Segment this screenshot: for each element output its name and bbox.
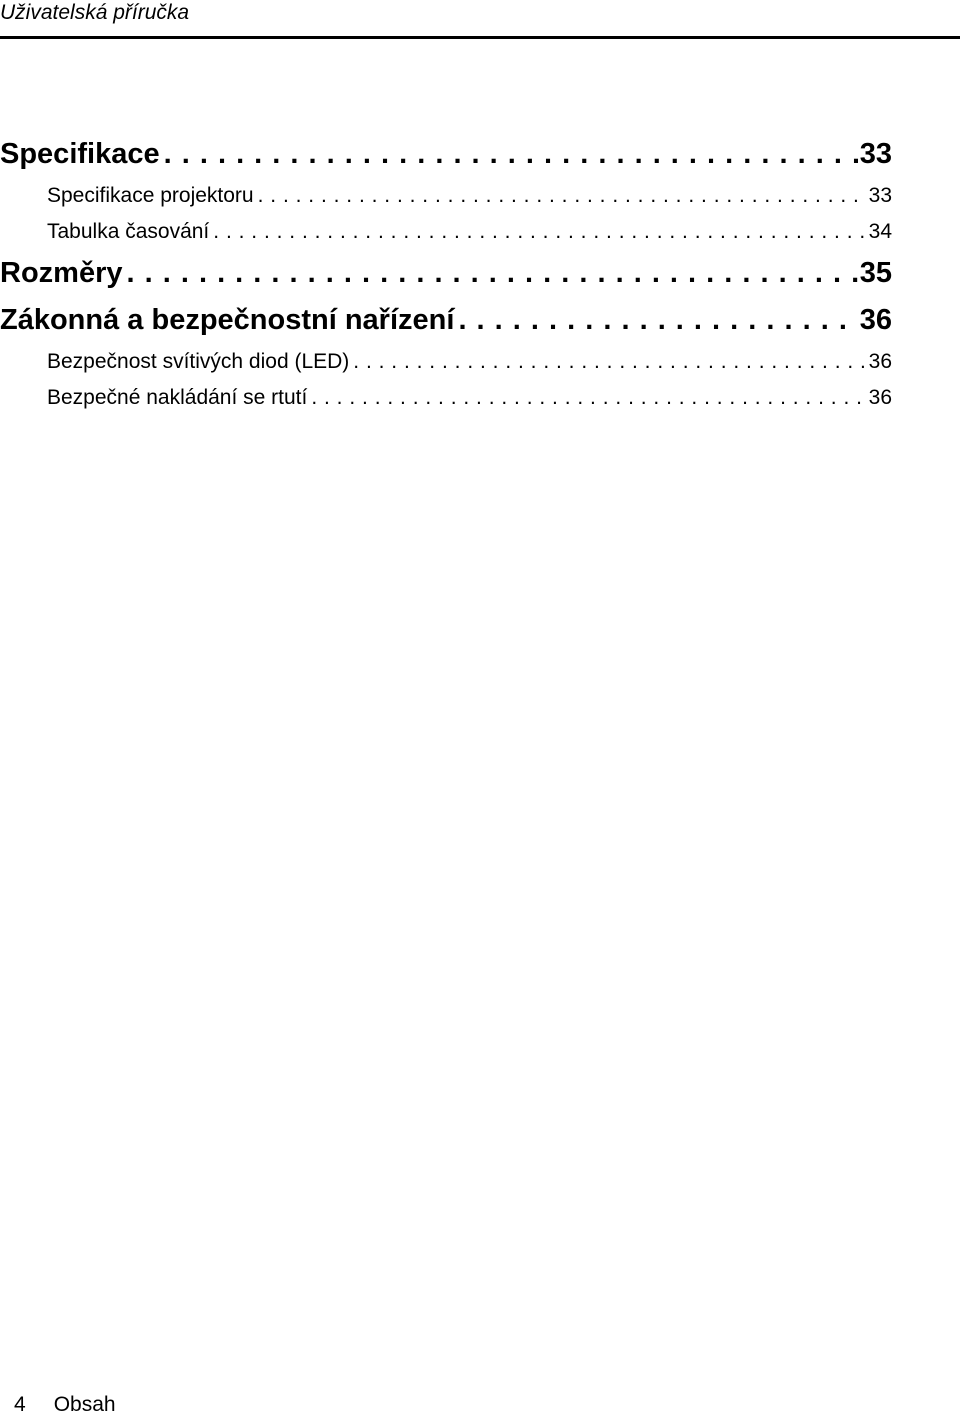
toc-entry-bezpecnost-led[interactable] (0, 347, 892, 383)
dot-leader (311, 383, 866, 413)
toc-entry-page: 35 (859, 257, 892, 289)
toc-entry-rozmery[interactable] (0, 253, 892, 300)
toc-entry-page: 36 (859, 304, 892, 336)
toc-entry-title: Bezpečnost svítivých diod (LED) (47, 350, 350, 373)
toc-entry-specifikace[interactable] (0, 134, 892, 181)
toc-entry-title: Tabulka časování (47, 220, 210, 243)
toc-entry-specifikace-projektoru[interactable] (0, 181, 892, 217)
dot-leader (258, 181, 867, 211)
toc-entry-page: 33 (859, 138, 892, 170)
dot-leader (213, 217, 866, 247)
running-header: Uživatelská příručka (0, 1, 190, 24)
toc-entry-nakladani-se-rtuti[interactable] (0, 383, 892, 419)
toc-entry-title: Rozměry (0, 257, 123, 289)
page-footer (14, 1392, 116, 1418)
toc-entry-title: Specifikace projektoru (47, 184, 254, 207)
table-of-contents (0, 134, 892, 419)
toc-entry-page: 36 (868, 350, 892, 373)
dot-leader (164, 134, 858, 174)
dot-leader (458, 300, 857, 340)
header-rule (0, 36, 960, 39)
toc-entry-title: Specifikace (0, 138, 160, 170)
toc-entry-title: Bezpečné nakládání se rtutí (47, 386, 308, 409)
footer-section-title: Obsah (53, 1393, 116, 1416)
toc-entry-page: 36 (868, 386, 892, 409)
toc-entry-page: 33 (868, 184, 892, 207)
dot-leader (127, 253, 858, 293)
toc-entry-title: Zákonná a bezpečnostní nařízení (0, 304, 455, 336)
dot-leader (353, 347, 866, 377)
toc-entry-zakonna-narizeni[interactable] (0, 300, 892, 347)
page-number: 4 (14, 1393, 26, 1416)
toc-entry-tabulka-casovani[interactable] (0, 217, 892, 253)
toc-entry-page: 34 (868, 220, 892, 243)
